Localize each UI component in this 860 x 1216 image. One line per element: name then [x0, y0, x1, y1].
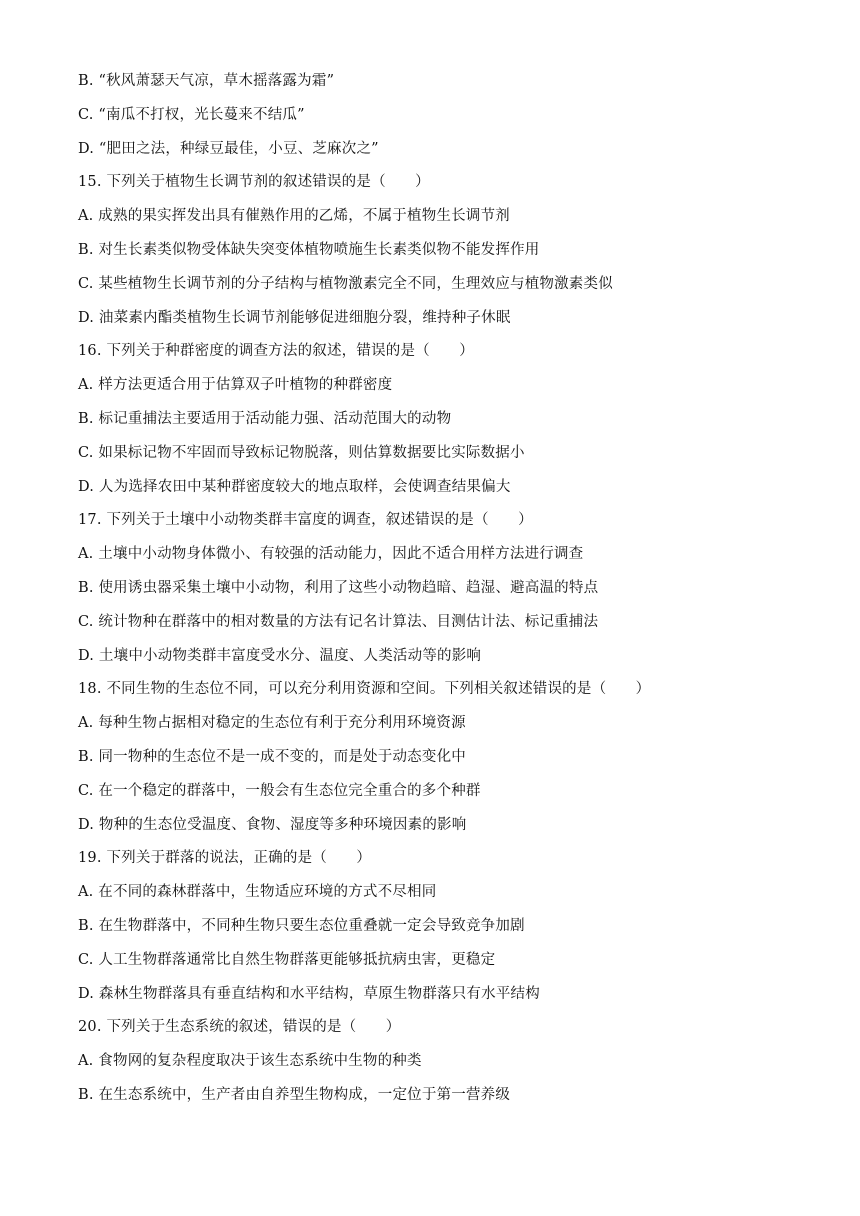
question-stem: 19. 下列关于群落的说法，正确的是（ ）	[78, 850, 372, 867]
text-line: C. 某些植物生长调节剂的分子结构与植物激素完全不同，生理效应与植物激素类似	[78, 275, 613, 292]
text-line: C. 统计物种在群落中的相对数量的方法有记名计算法、目测估计法、标记重捕法	[78, 613, 599, 630]
text-line: D. 森林生物群落具有垂直结构和水平结构，草原生物群落只有水平结构	[78, 985, 540, 1002]
text-line: C. “南瓜不打杈，光长蔓来不结瓜”	[78, 106, 305, 123]
text-line: A. 食物网的复杂程度取决于该生态系统中生物的种类	[78, 1053, 422, 1070]
question-stem: 16. 下列关于种群密度的调查方法的叙述，错误的是（ ）	[78, 343, 474, 360]
text-line: C. 如果标记物不牢固而导致标记物脱落，则估算数据要比实际数据小	[78, 444, 525, 461]
text-line: A. 成熟的果实挥发出具有催熟作用的乙烯，不属于植物生长调节剂	[78, 208, 510, 225]
text-line: B. 在生物群落中，不同种生物只要生态位重叠就一定会导致竞争加剧	[78, 917, 525, 934]
text-line: A. 每种生物占据相对稳定的生态位有利于充分利用环境资源	[78, 715, 466, 732]
text-line: A. 在不同的森林群落中，生物适应环境的方式不尽相同	[78, 884, 437, 901]
question-stem: 17. 下列关于土壤中小动物类群丰富度的调查，叙述错误的是（ ）	[78, 512, 533, 529]
text-line: D. 物种的生态位受温度、食物、湿度等多种环境因素的影响	[78, 816, 467, 833]
text-line: D. 人为选择农田中某种群密度较大的地点取样，会使调查结果偏大	[78, 478, 511, 495]
text-line: B. 在生态系统中，生产者由自养型生物构成，一定位于第一营养级	[78, 1086, 511, 1103]
text-line: B. 标记重捕法主要适用于活动能力强、活动范围大的动物	[78, 410, 452, 427]
text-line: D. 土壤中小动物类群丰富度受水分、温度、人类活动等的影响	[78, 647, 482, 664]
text-line: A. 样方法更适合用于估算双子叶植物的种群密度	[78, 377, 393, 394]
question-stem: 20. 下列关于生态系统的叙述，错误的是（ ）	[78, 1019, 401, 1036]
text-line: C. 在一个稳定的群落中，一般会有生态位完全重合的多个种群	[78, 782, 481, 799]
question-stem: 18. 不同生物的生态位不同，可以充分利用资源和空间。下列相关叙述错误的是（ ）	[78, 681, 651, 698]
text-line: D. “肥田之法，种绿豆最佳，小豆、芝麻次之”	[78, 140, 379, 157]
text-line: B. 对生长素类似物受体缺失突变体植物喷施生长素类似物不能发挥作用	[78, 241, 540, 258]
text-line: B. 使用诱虫器采集土壤中小动物，利用了这些小动物趋暗、趋湿、避高温的特点	[78, 579, 599, 596]
text-line: D. 油菜素内酯类植物生长调节剂能够促进细胞分裂，维持种子休眠	[78, 309, 511, 326]
text-line: B. “秋风萧瑟天气凉，草木摇落露为霜”	[78, 73, 335, 89]
question-text-block	[78, 69, 798, 1117]
question-stem: 15. 下列关于植物生长调节剂的叙述错误的是（ ）	[78, 174, 430, 191]
text-line: B. 同一物种的生态位不是一成不变的，而是处于动态变化中	[78, 748, 466, 765]
text-line: C. 人工生物群落通常比自然生物群落更能够抵抗病虫害，更稳定	[78, 951, 496, 968]
text-line: A. 土壤中小动物身体微小、有较强的活动能力，因此不适合用样方法进行调查	[78, 546, 584, 563]
